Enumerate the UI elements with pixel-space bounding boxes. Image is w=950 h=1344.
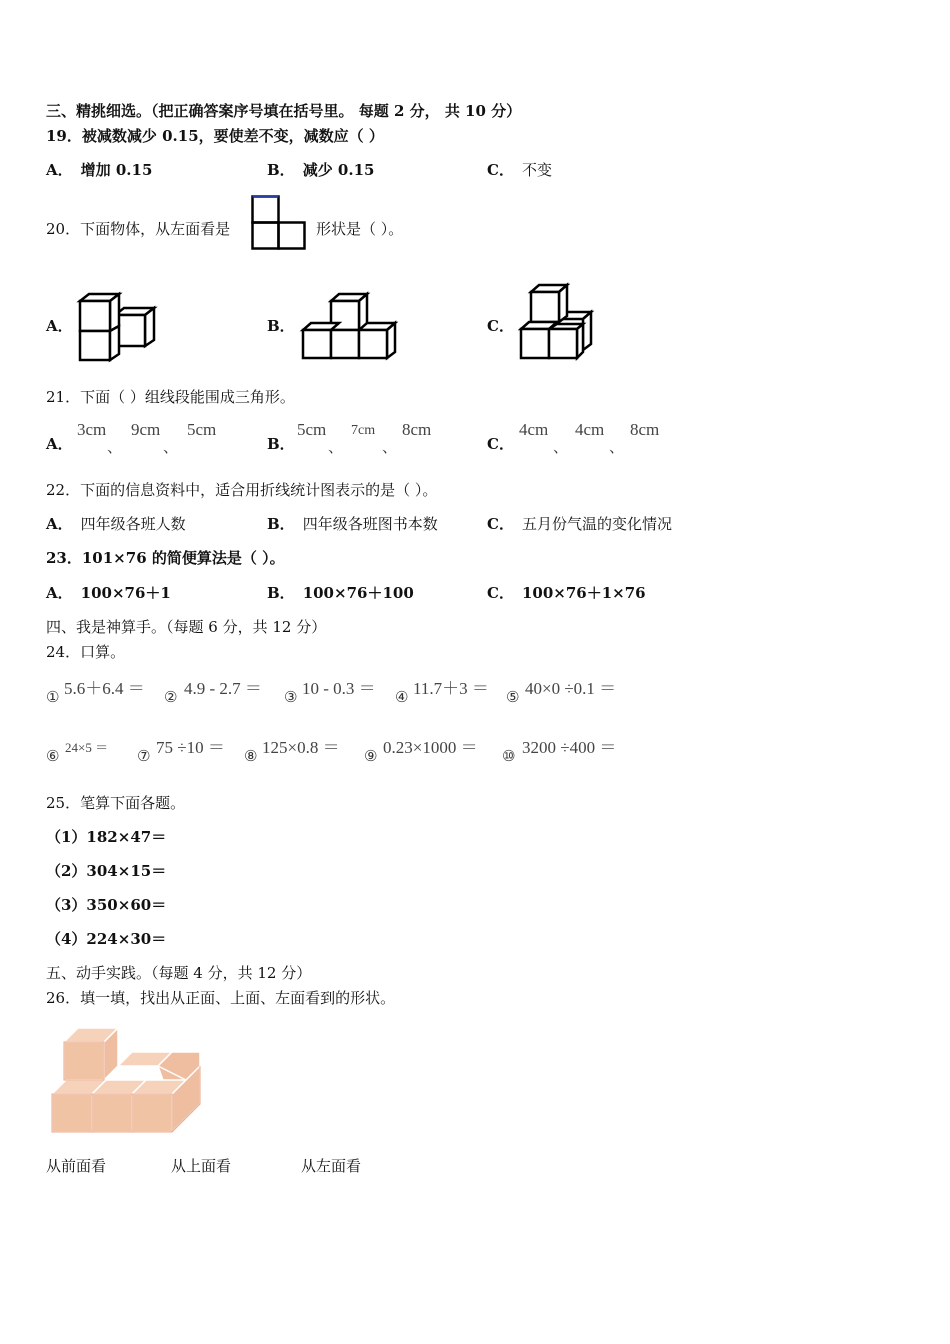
q24-item-8-expression: 125×0.8 ＝ [262,738,340,757]
q21-a-length-1: 3cm [77,420,107,439]
view-label-front: 从前面看 [46,1157,107,1175]
q19-option-c[interactable] [487,160,552,180]
separator: 、 [328,438,344,456]
q23-option-c[interactable] [487,583,646,603]
separator: 、 [107,438,123,456]
q25-item-4: （4）224×30＝ [46,930,167,948]
q20-option-c-label[interactable]: C． [487,317,514,335]
separator: 、 [163,438,179,456]
q21-c-length-3: 8cm [630,420,660,439]
q21-b-length-1: 5cm [297,420,327,439]
view-label-top: 从上面看 [171,1157,232,1175]
q25-item-3: （3）350×60＝ [46,896,167,914]
option-label: C． [487,584,514,602]
q23-option-a[interactable] [46,583,171,603]
q21-b-length-2: 7cm [351,423,376,438]
separator: 、 [382,438,398,456]
option-text: 100×76＋1×76 [521,584,646,602]
q24-item-1-expression: 5.6＋6.4 ＝ [64,679,145,698]
option-text: 100×76＋100 [302,584,414,602]
q25-stem: 25．笔算下面各题。 [46,794,186,812]
q24-item-7-number: ⑦ [137,747,151,765]
option-label: A． [46,584,73,602]
q21-option-b[interactable]: B． [267,435,295,453]
option-text: 不变 [521,161,552,179]
q20-option-a-cubes [76,290,158,362]
option-label: A． [46,161,73,179]
option-text: 五月份气温的变化情况 [521,515,672,533]
q24-item-2-expression: 4.9 - 2.7 ＝ [184,679,262,698]
q24-item-2-number: ② [164,688,178,706]
q24-item-8-number: ⑧ [244,747,258,765]
q22-option-a[interactable] [46,514,186,534]
section3-title: 三、精挑细选。（把正确答案序号填在括号里。 每题 2 分， 共 10 分） [46,102,522,120]
option-text: 减少 0.15 [302,161,375,179]
q21-a-length-2: 9cm [131,420,161,439]
section4-title: 四、我是神算手。（每题 6 分，共 12 分） [46,618,327,636]
q24-item-3-number: ③ [284,688,298,706]
q20-stem-before: 20．下面物体，从左面看是 [46,220,231,238]
q19-stem: 19．被减数减少 0.15，要使差不变，减数应（ ） [46,127,384,145]
q24-item-4-expression: 11.7＋3 ＝ [413,679,489,698]
q24-item-9-expression: 0.23×1000 ＝ [383,738,478,757]
q21-a-length-3: 5cm [187,420,217,439]
q24-item-10-expression: 3200 ÷400 ＝ [522,738,617,757]
option-text: 增加 0.15 [80,161,153,179]
q24-item-9-number: ⑨ [364,747,378,765]
q24-item-5-number: ⑤ [506,688,520,706]
separator: 、 [609,438,625,456]
q22-stem: 22．下面的信息资料中，适合用折线统计图表示的是（ ）。 [46,481,438,499]
option-label: C． [487,515,514,533]
q20-stem-after: 形状是（ ）。 [316,220,404,238]
q24-item-5-expression: 40×0 ÷0.1 ＝ [525,679,617,698]
q24-stem: 24．口算。 [46,643,126,661]
q21-c-length-1: 4cm [519,420,549,439]
section5-title: 五、动手实践。（每题 4 分，共 12 分） [46,964,312,982]
option-label: B． [267,515,295,533]
q25-item-1: （1）182×47＝ [46,828,167,846]
q24-item-7-expression: 75 ÷10 ＝ [156,738,225,757]
q23-stem: 23．101×76 的简便算法是（ ）。 [46,549,285,567]
option-text: 四年级各班人数 [80,515,186,533]
q22-option-c[interactable] [487,514,672,534]
q20-option-a-label[interactable]: A． [46,317,73,335]
q22-option-b[interactable] [267,514,438,534]
q23-option-b[interactable] [267,583,414,603]
option-label: B． [267,584,295,602]
q25-item-2: （2）304×15＝ [46,862,167,880]
q21-option-a[interactable]: A． [46,435,73,453]
separator: 、 [553,438,569,456]
left-view-shape-figure [251,195,307,251]
q24-item-1-number: ① [46,688,60,706]
view-label-left: 从左面看 [301,1157,362,1175]
q24-item-3-expression: 10 - 0.3 ＝ [302,679,376,698]
option-text: 四年级各班图书本数 [302,515,438,533]
q21-c-length-2: 4cm [575,420,605,439]
q26-stem: 26．填一填，找出从正面、上面、左面看到的形状。 [46,989,396,1007]
q24-item-6-expression: 24×5 ＝ [65,740,109,755]
q24-item-10-number: ⑩ [502,747,516,765]
q20-option-b-cubes [300,290,400,362]
q24-item-4-number: ④ [395,688,409,706]
option-label: C． [487,161,514,179]
option-label: B． [267,161,295,179]
q20-option-b-label[interactable]: B． [267,317,295,335]
q21-stem: 21．下面（ ）组线段能围成三角形。 [46,388,295,406]
option-label: A． [46,515,73,533]
q24-item-6-number: ⑥ [46,747,60,765]
q20-option-c-cubes [517,282,599,362]
q19-option-b[interactable] [267,160,374,180]
q19-option-a[interactable] [46,160,152,180]
q21-option-c[interactable]: C． [487,435,514,453]
option-text: 100×76＋1 [80,584,171,602]
q26-cube-figure [48,1024,206,1136]
q21-b-length-3: 8cm [402,420,432,439]
